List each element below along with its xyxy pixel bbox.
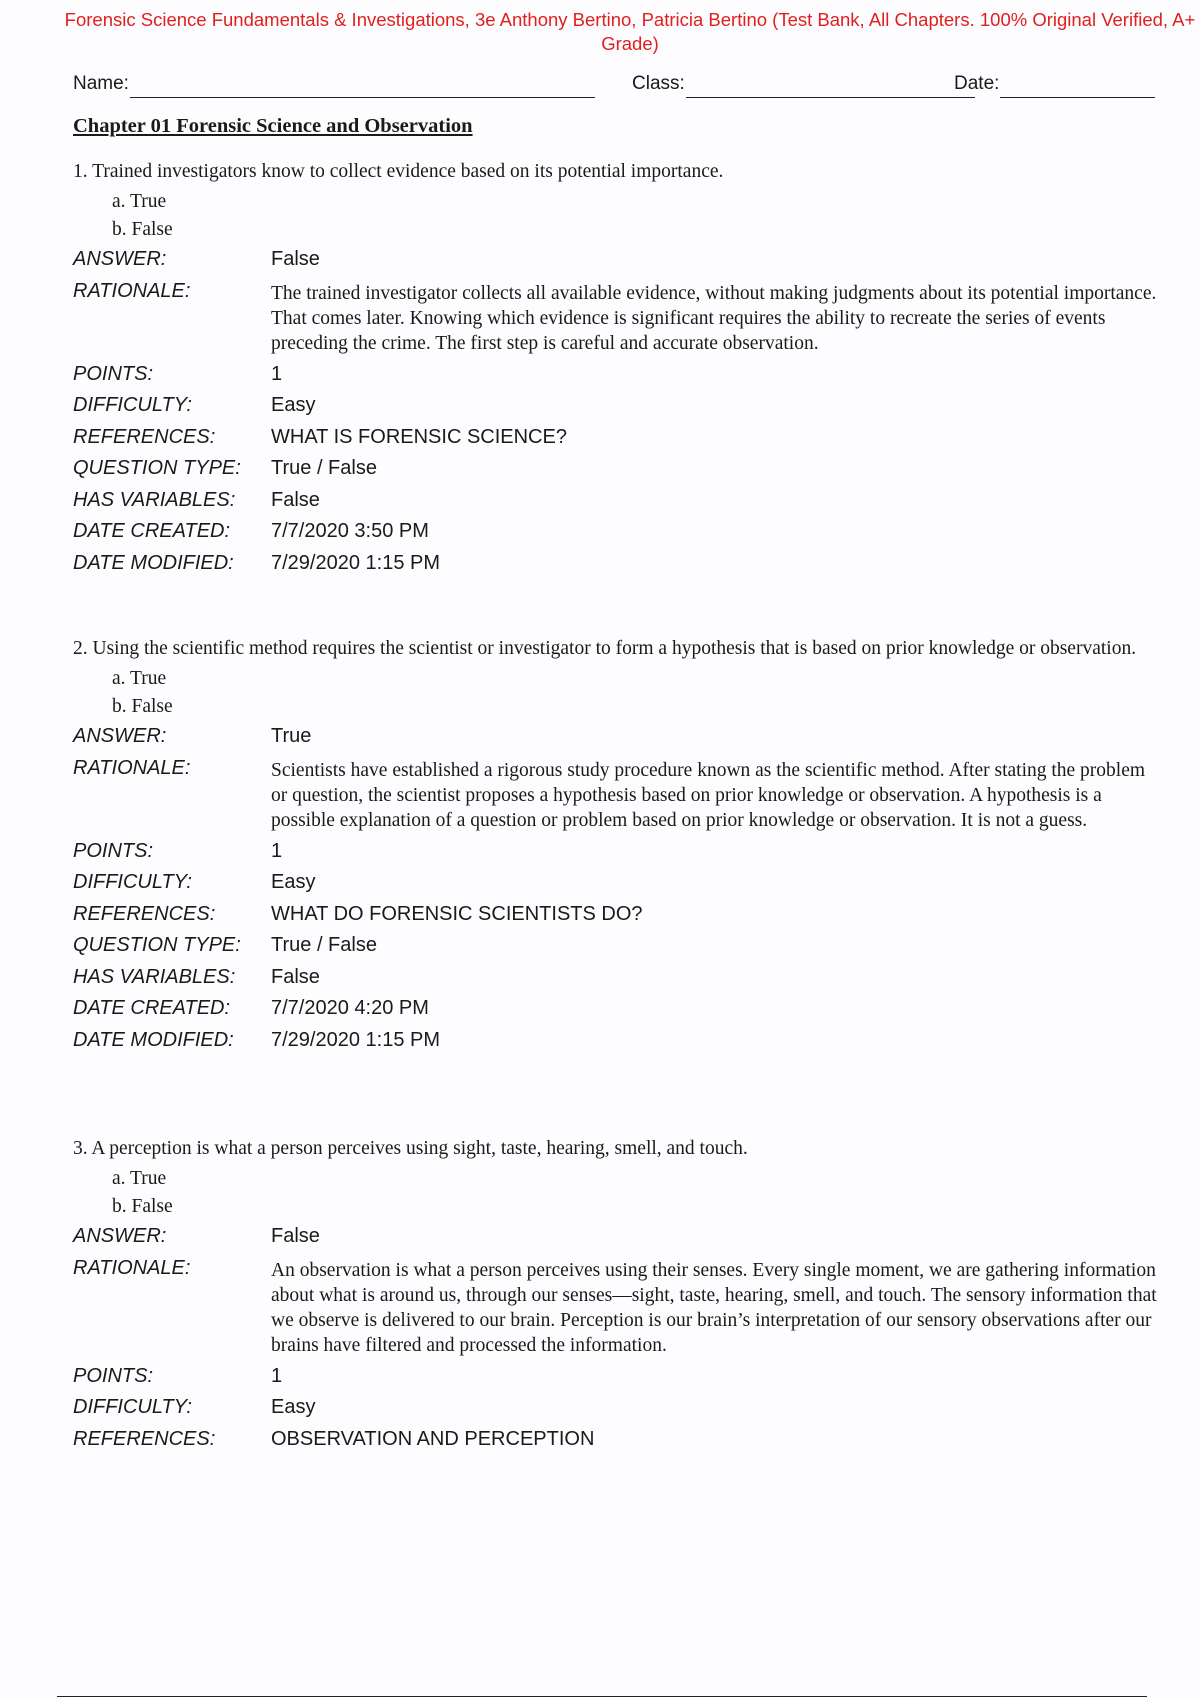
answer-value: False	[271, 248, 320, 270]
has-variables-label: HAS VARIABLES:	[73, 965, 236, 988]
points-value: 1	[271, 839, 283, 862]
answer-row	[73, 244, 1163, 276]
answer-label: ANSWER:	[73, 248, 167, 270]
date-line	[1000, 72, 1155, 98]
points-label: POINTS:	[73, 362, 154, 385]
option-a: a. True	[112, 668, 167, 689]
has-variables-row	[73, 962, 1163, 994]
footer-rule	[57, 1696, 1147, 1697]
has-variables-label: HAS VARIABLES:	[73, 488, 236, 511]
rationale-value: The trained investigator collects all available evidence, without making judgments about its potential importance. That comes later. Knowing which evidence is significant requires the ability to recreate the series of events preceding the crime. The first step is careful and accurate observation.	[271, 282, 1157, 354]
difficulty-value: Easy	[271, 1396, 316, 1418]
option-b: b. False	[112, 219, 173, 240]
date-modified-value: 7/29/2020 1:15 PM	[271, 551, 441, 574]
option-a: a. True	[112, 191, 167, 212]
difficulty-row	[73, 1392, 1163, 1424]
class-label: Class:	[632, 73, 685, 94]
class-field	[632, 72, 975, 98]
references-label: REFERENCES:	[73, 1427, 216, 1450]
date-created-value: 7/7/2020 4:20 PM	[271, 997, 429, 1019]
references-row	[73, 422, 1163, 454]
question-type-row	[73, 453, 1163, 485]
has-variables-value: False	[271, 488, 320, 511]
rationale-label: RATIONALE:	[73, 756, 191, 779]
date-modified-label: DATE MODIFIED:	[73, 1028, 234, 1051]
rationale-value: An observation is what a person perceives using their senses. Every single moment, we are gathering information about what is around us, through our senses—sight, taste, hearing, smell, and touch. The sensory information that we observe is delivered to our brain. Perception is our brain’s interpretation of our sensory observations after our brains have filtered and processed the information.	[271, 1259, 1157, 1356]
date-created-label: DATE CREATED:	[73, 520, 231, 542]
date-label: Date:	[954, 73, 1000, 94]
date-modified-label: DATE MODIFIED:	[73, 551, 234, 574]
question-1	[73, 160, 1163, 579]
option-b: b. False	[112, 696, 173, 717]
answer-value: False	[271, 1225, 320, 1247]
question-type-value: True / False	[271, 934, 377, 956]
name-label: Name:	[73, 73, 129, 94]
question-stem: 2. Using the scientific method requires the scientist or investigator to form a hypothesis that is based on prior knowledge or observation.	[73, 638, 1137, 659]
difficulty-row	[73, 867, 1163, 899]
references-row	[73, 899, 1163, 931]
points-label: POINTS:	[73, 839, 154, 862]
rationale-value: Scientists have established a rigorous study procedure known as the scientific method. After stating the problem or question, the scientist proposes a hypothesis based on prior knowledge or observation. A hypothesis is a possible explanation of a question or problem based on prior knowledge or observation. It is not a guess.	[271, 759, 1146, 831]
answer-label: ANSWER:	[73, 725, 167, 747]
references-row	[73, 1424, 1163, 1456]
question-type-value: True / False	[271, 457, 377, 479]
points-row	[73, 1361, 1163, 1393]
date-created-value: 7/7/2020 3:50 PM	[271, 520, 429, 542]
references-label: REFERENCES:	[73, 902, 216, 925]
rationale-row	[73, 276, 1163, 359]
date-modified-value: 7/29/2020 1:15 PM	[271, 1028, 441, 1051]
date-modified-row	[73, 548, 1163, 580]
points-label: POINTS:	[73, 1364, 154, 1387]
name-field	[73, 72, 595, 98]
references-value: OBSERVATION AND PERCEPTION	[271, 1427, 595, 1450]
references-label: REFERENCES:	[73, 425, 216, 448]
points-value: 1	[271, 362, 283, 385]
references-value: WHAT IS FORENSIC SCIENCE?	[271, 425, 567, 448]
answer-label: ANSWER:	[73, 1225, 167, 1247]
header-banner: Forensic Science Fundamentals & Investigations, 3e Anthony Bertino, Patricia Bertino (Test Bank, All Chapters. 100% Original Verified, A+ Grade)	[64, 9, 1196, 54]
class-line	[686, 72, 975, 98]
question-3	[73, 1137, 1163, 1455]
rationale-row	[73, 753, 1163, 836]
date-modified-row	[73, 1025, 1163, 1057]
question-2	[73, 637, 1163, 1056]
student-info-fields	[73, 72, 1159, 102]
question-stem: 3. A perception is what a person perceives using sight, taste, hearing, smell, and touch.	[73, 1138, 748, 1159]
option-a: a. True	[112, 1168, 167, 1189]
question-type-row	[73, 930, 1163, 962]
difficulty-row	[73, 390, 1163, 422]
rationale-label: RATIONALE:	[73, 279, 191, 302]
difficulty-value: Easy	[271, 871, 316, 893]
question-stem: 1. Trained investigators know to collect evidence based on its potential importance.	[73, 161, 724, 182]
answer-row	[73, 721, 1163, 753]
question-type-label: QUESTION TYPE:	[73, 934, 241, 956]
option-b: b. False	[112, 1196, 173, 1217]
date-created-row	[73, 993, 1163, 1025]
difficulty-label: DIFFICULTY:	[73, 394, 192, 416]
points-row	[73, 359, 1163, 391]
question-type-label: QUESTION TYPE:	[73, 457, 241, 479]
date-created-label: DATE CREATED:	[73, 997, 231, 1019]
has-variables-value: False	[271, 965, 320, 988]
has-variables-row	[73, 485, 1163, 517]
chapter-title: Chapter 01 Forensic Science and Observation	[73, 115, 473, 137]
difficulty-value: Easy	[271, 394, 316, 416]
date-field	[954, 72, 1155, 98]
points-row	[73, 836, 1163, 868]
answer-value: True	[271, 725, 312, 747]
references-value: WHAT DO FORENSIC SCIENTISTS DO?	[271, 902, 643, 925]
name-line	[130, 72, 595, 98]
difficulty-label: DIFFICULTY:	[73, 871, 192, 893]
answer-row	[73, 1221, 1163, 1253]
points-value: 1	[271, 1364, 283, 1387]
date-created-row	[73, 516, 1163, 548]
difficulty-label: DIFFICULTY:	[73, 1396, 192, 1418]
rationale-row	[73, 1253, 1163, 1361]
rationale-label: RATIONALE:	[73, 1256, 191, 1279]
